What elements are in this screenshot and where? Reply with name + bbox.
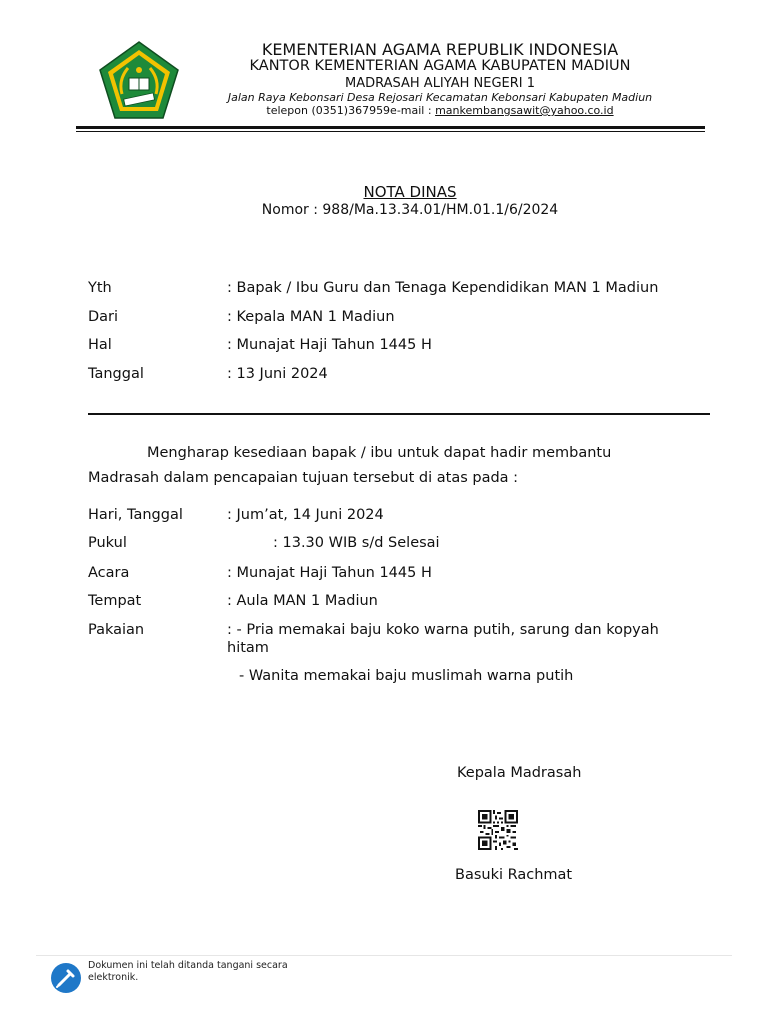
detail-value-pakaian-pria-cont: hitam — [227, 640, 269, 656]
detail-label-pukul: Pukul — [88, 535, 127, 551]
detail-value-hari: : Jum’at, 14 Juni 2024 — [227, 507, 384, 523]
detail-label-acara: Acara — [88, 565, 130, 581]
e-signature-badge-icon — [50, 962, 82, 994]
detail-value-pukul: : 13.30 WIB s/d Selesai — [273, 535, 440, 551]
school-name: MADRASAH ALIYAH NEGERI 1 — [344, 76, 535, 91]
body-paragraph-line2: Madrasah dalam pencapaian tujuan tersebut di atas pada : — [88, 470, 519, 486]
email-link[interactable]: mankembangsawit@yahoo.co.id — [435, 104, 614, 117]
meta-label-tanggal: Tanggal — [88, 366, 144, 382]
footer-divider — [36, 955, 732, 956]
detail-value-pakaian-pria: : - Pria memakai baju koko warna putih, sarung dan kopyah — [227, 622, 659, 638]
e-signature-note: Dokumen ini telah ditanda tangani secara elektronik. — [88, 960, 288, 983]
signature-position: Kepala Madrasah — [457, 765, 582, 781]
meta-value-hal: : Munajat Haji Tahun 1445 H — [227, 337, 432, 353]
contact-line — [160, 104, 720, 117]
detail-value-acara: : Munajat Haji Tahun 1445 H — [227, 565, 432, 581]
contact-prefix: telepon (0351)367959e-mail : — [266, 104, 436, 117]
meta-label-dari: Dari — [88, 309, 119, 325]
detail-label-pakaian: Pakaian — [88, 622, 145, 638]
section-divider — [88, 413, 710, 415]
meta-value-tanggal: : 13 Juni 2024 — [227, 366, 328, 382]
ministry-name: KEMENTERIAN AGAMA REPUBLIK INDONESIA — [261, 40, 619, 59]
meta-label-yth: Yth — [88, 280, 112, 296]
detail-value-pakaian-wanita: - Wanita memakai baju muslimah warna putih — [239, 668, 574, 684]
meta-value-dari: : Kepala MAN 1 Madiun — [227, 309, 395, 325]
signatory-name: Basuki Rachmat — [455, 867, 573, 883]
detail-label-tempat: Tempat — [88, 593, 142, 609]
qr-code-icon — [478, 810, 518, 850]
header-rule-thick — [76, 126, 705, 129]
meta-label-hal: Hal — [88, 337, 112, 353]
body-paragraph-line1: Mengharap kesediaan bapak / ibu untuk dapat hadir membantu — [147, 445, 612, 461]
address-line: Jalan Raya Kebonsari Desa Rejosari Kecamatan Kebonsari Kabupaten Madiun — [227, 91, 653, 104]
detail-label-hari: Hari, Tanggal — [88, 507, 183, 523]
document-number: Nomor : 988/Ma.13.34.01/HM.01.1/6/2024 — [261, 202, 559, 218]
office-name: KANTOR KEMENTERIAN AGAMA KABUPATEN MADIUN — [249, 58, 631, 74]
header-rule-thin — [76, 131, 705, 132]
detail-value-tempat: : Aula MAN 1 Madiun — [227, 593, 378, 609]
document-title: NOTA DINAS — [363, 183, 457, 201]
meta-value-yth: : Bapak / Ibu Guru dan Tenaga Kependidikan MAN 1 Madiun — [227, 280, 659, 296]
